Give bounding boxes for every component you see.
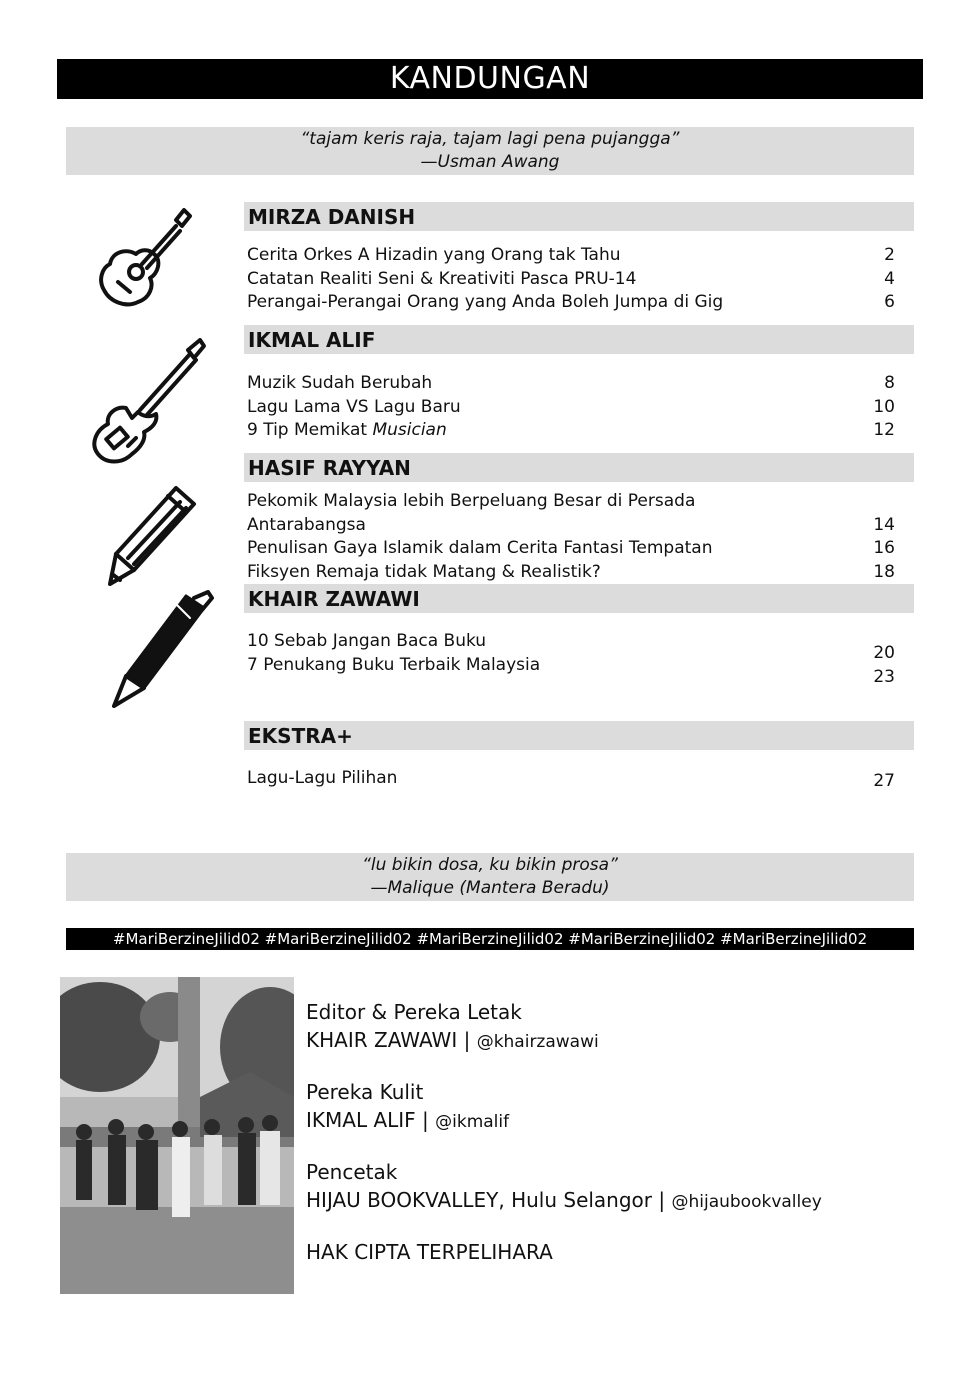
entry-page: 4 (884, 268, 895, 289)
toc-entry[interactable] (247, 561, 907, 585)
section-pages-khair-zawawi (847, 642, 895, 689)
credit-printer-role: Pencetak (306, 1160, 398, 1184)
entry-page: 6 (884, 292, 895, 313)
credit-editor (306, 998, 926, 1056)
credit-editor-name: KHAIR ZAWAWI | (306, 1028, 477, 1052)
entry-title-prefix: 9 Tip Memikat (247, 420, 373, 441)
quote-bottom-author: —Malique (Mantera Beradu) (370, 878, 610, 898)
toc-entry[interactable] (247, 537, 907, 561)
quote-top-author: —Usman Awang (420, 152, 560, 172)
entry-title (247, 419, 855, 443)
toc-entry[interactable] (247, 268, 907, 292)
section-entries-ikmal-alif (247, 372, 907, 443)
section-entries-mirza-danish (247, 244, 907, 315)
credit-printer-line (306, 1186, 926, 1216)
credit-editor-role: Editor & Pereka Letak (306, 1000, 522, 1024)
entry-page: 10 (873, 396, 895, 417)
entry-page: 12 (873, 420, 895, 441)
entry-page: 8 (884, 373, 895, 393)
quote-top (66, 127, 914, 175)
credit-printer-name: HIJAU BOOKVALLEY, Hulu Selangor | (306, 1188, 672, 1212)
credit-cover-role: Pereka Kulit (306, 1080, 424, 1104)
entry-title: Catatan Realiti Seni & Kreativiti Pasca PRU-14 (247, 268, 637, 289)
group-photo-illustration (60, 977, 294, 1294)
entry-page: 16 (873, 538, 895, 559)
entry-title[interactable]: 10 Sebab Jangan Baca Buku (247, 631, 487, 651)
entry-title-italic: Musician (372, 420, 447, 441)
toc-entry[interactable] (247, 490, 907, 514)
section-entries-hasif-rayyan (247, 490, 907, 584)
entry-title: Penulisan Gaya Islamik dalam Cerita Fantasi Tempatan (247, 538, 713, 559)
credit-printer-handle[interactable]: @hijaubookvalley (671, 1192, 822, 1212)
section-header-mirza-danish: MIRZA DANISH (244, 202, 914, 231)
toc-entry[interactable] (247, 372, 907, 396)
quote-bottom-text: “lu bikin dosa, ku bikin prosa” (362, 855, 618, 875)
entry-title: Cerita Orkes A Hizadin yang Orang tak Tahu (247, 245, 621, 265)
entry-title[interactable]: 7 Penukang Buku Terbaik Malaysia (247, 654, 541, 675)
credit-editor-handle[interactable]: @khairzawawi (476, 1032, 599, 1052)
credits (306, 998, 926, 1288)
entry-page: 27 (873, 771, 895, 791)
credit-editor-line (306, 1026, 926, 1056)
toc-entry[interactable] (247, 291, 907, 315)
section-header-khair-zawawi: KHAIR ZAWAWI (244, 584, 914, 613)
entry-title: Fiksyen Remaja tidak Matang & Realistik? (247, 561, 601, 582)
page-title: KANDUNGAN (57, 59, 923, 99)
toc-entry[interactable] (247, 396, 907, 420)
entry-page: 20 (873, 643, 895, 663)
quote-top-text: “tajam keris raja, tajam lagi pena pujangga” (300, 129, 680, 149)
section-header-ikmal-alif: IKMAL ALIF (244, 325, 914, 354)
entry-page: 14 (873, 514, 895, 535)
acoustic-guitar-icon (92, 198, 202, 318)
hashtag-banner: #MariBerzineJilid02 #MariBerzineJilid02 #MariBerzineJilid02 #MariBerzineJilid02 #MariBerzineJilid02 (66, 928, 914, 950)
credit-cover-line (306, 1106, 926, 1136)
pencil-icon (104, 484, 200, 590)
entry-title: Pekomik Malaysia lebih Berpeluang Besar di Persada (247, 491, 696, 511)
entry-title: Muzik Sudah Berubah (247, 373, 433, 393)
section-header-ekstra: EKSTRA+ (244, 721, 914, 750)
credit-cover-handle[interactable]: @ikmalif (435, 1112, 510, 1132)
credit-cover (306, 1078, 926, 1136)
group-photo (60, 977, 294, 1294)
entry-title[interactable]: Lagu-Lagu Pilihan (247, 768, 398, 788)
section-header-hasif-rayyan: HASIF RAYYAN (244, 453, 914, 482)
quote-bottom (66, 853, 914, 901)
entry-page (855, 490, 907, 514)
credit-printer (306, 1158, 926, 1216)
entry-title: Lagu Lama VS Lagu Baru (247, 396, 461, 417)
electric-guitar-icon (86, 336, 210, 470)
section-entries-khair-zawawi-titles (247, 630, 647, 677)
entry-page: 23 (873, 666, 895, 687)
pen-icon (104, 590, 214, 714)
entry-title: Perangai-Perangai Orang yang Anda Boleh Jumpa di Gig (247, 292, 724, 313)
entry-page: 18 (873, 561, 895, 582)
toc-entry[interactable] (247, 514, 907, 538)
toc-entry[interactable] (247, 419, 907, 443)
entry-title: Antarabangsa (247, 514, 366, 535)
credit-cover-name: IKMAL ALIF | (306, 1108, 436, 1132)
entry-page: 2 (884, 245, 895, 265)
toc-entry[interactable] (247, 244, 907, 268)
copyright: HAK CIPTA TERPELIHARA (306, 1240, 553, 1264)
